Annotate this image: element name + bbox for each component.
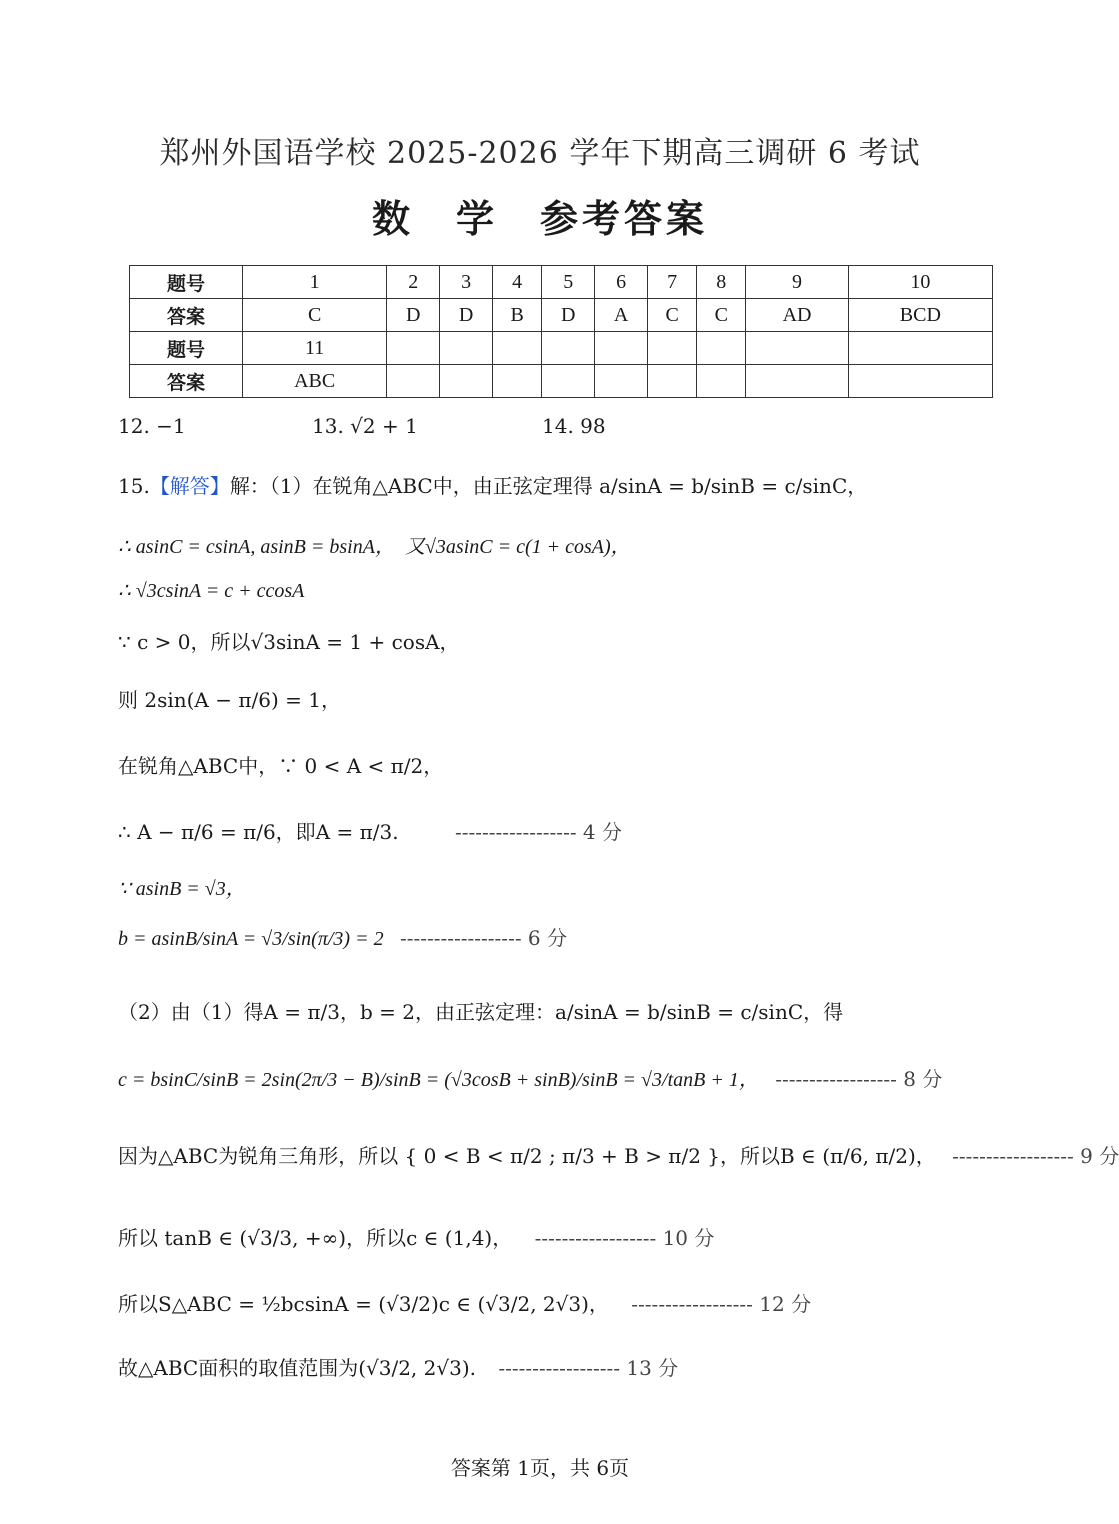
solution-line-with-score (118, 1222, 714, 1251)
solution-line-with-score (118, 1288, 811, 1317)
table-cell (746, 365, 848, 398)
score-marker: ------------------ 4 分 (454, 820, 623, 844)
solution-line-with-score (118, 1063, 942, 1092)
table-cell: 8 (697, 266, 746, 299)
table-cell (848, 332, 992, 365)
table-cell (493, 332, 542, 365)
solution-line: 因为△ABC为锐角三角形，所以 { 0 < B < π/2 ; π/3 + B > π/2 }，所以B ∈ (π/6, π/2)， (118, 1144, 936, 1168)
table-cell (648, 365, 697, 398)
table-cell (542, 332, 595, 365)
table-cell: D (542, 299, 595, 332)
table-cell (848, 365, 992, 398)
table-cell: 9 (746, 266, 848, 299)
answer-q12: 12. −1 (118, 414, 186, 438)
table-cell: C (243, 299, 387, 332)
table-cell (697, 365, 746, 398)
solution-line-with-score (118, 1140, 1119, 1169)
table-cell (542, 365, 595, 398)
score-marker: ------------------ 12 分 (631, 1292, 812, 1316)
table-cell: B (493, 299, 542, 332)
table-cell (648, 332, 697, 365)
subject-title: 数 学 参考答案 (371, 196, 708, 241)
solution-line: ∵ c > 0，所以√3sinA = 1 + cosA， (118, 630, 460, 654)
solution-line: ∵ asinB = √3， (118, 878, 246, 900)
row-label: 答案 (130, 365, 243, 398)
solution-line: c = bsinC/sinB = 2sin(2π/3 − B)/sinB = (√3cosB + sinB)/sinB = √3/tanB + 1， (118, 1069, 759, 1091)
table-row-questions (130, 266, 993, 299)
table-cell (387, 365, 440, 398)
table-cell: 2 (387, 266, 440, 299)
table-cell: AD (746, 299, 848, 332)
solution-line: 故△ABC面积的取值范围为(√3/2, 2√3). (118, 1356, 476, 1380)
table-cell: 1 (243, 266, 387, 299)
page-footer: 答案第 1页，共 6页 (450, 1456, 630, 1480)
solution-line: 解：（1）在锐角△ABC中，由正弦定理得 a/sinA = b/sinB = c/sinC， (229, 474, 868, 498)
table-cell (387, 332, 440, 365)
school-title: 郑州外国语学校 2025-2026 学年下期高三调研 6 考试 (159, 136, 921, 171)
table-cell: 11 (243, 332, 387, 365)
table-cell: 4 (493, 266, 542, 299)
table-row-answers-2 (130, 365, 993, 398)
score-marker: ------------------ 6 分 (399, 926, 568, 950)
table-cell: 3 (440, 266, 493, 299)
table-cell: 6 (595, 266, 648, 299)
solution-line-with-score (118, 1352, 678, 1381)
table-cell (493, 365, 542, 398)
table-cell: C (648, 299, 697, 332)
table-cell (440, 365, 493, 398)
question-number: 15. (118, 474, 150, 498)
table-row-answers (130, 299, 993, 332)
solution-line: 则 2sin(A − π/6) = 1， (118, 688, 341, 712)
answer-q13: 13. √2 + 1 (312, 414, 418, 438)
table-cell: 7 (648, 266, 697, 299)
row-label: 题号 (130, 266, 243, 299)
table-cell: D (440, 299, 493, 332)
table-cell (595, 332, 648, 365)
solution-q15-heading (118, 470, 867, 499)
score-marker: ------------------ 13 分 (498, 1356, 679, 1380)
row-label: 答案 (130, 299, 243, 332)
solution-line: （2）由（1）得A = π/3，b = 2，由正弦定理：a/sinA = b/sinB = c/sinC，得 (118, 1000, 844, 1024)
table-cell (440, 332, 493, 365)
solution-line: 所以 tanB ∈ (√3/3, +∞)，所以c ∈ (1,4)， (118, 1226, 513, 1250)
score-marker: ------------------ 10 分 (534, 1226, 715, 1250)
table-cell (697, 332, 746, 365)
solution-line: 所以S△ABC = ½bcsinA = (√3/2)c ∈ (√3/2, 2√3)， (118, 1292, 609, 1316)
solution-line-with-score (118, 816, 622, 845)
table-row-questions-2 (130, 332, 993, 365)
solution-tag: 【解答】 (149, 474, 230, 498)
solution-line: ∴ A − π/6 = π/6，即A = π/3. (118, 820, 399, 844)
table-cell: 5 (542, 266, 595, 299)
table-cell: D (387, 299, 440, 332)
table-cell (595, 365, 648, 398)
solution-line: ∴ √3csinA = c + ccosA (118, 580, 305, 602)
solution-line: ∴ asinC = csinA, asinB = bsinA， 又√3asinC = c(1 + cosA)， (118, 536, 631, 558)
table-cell: 10 (848, 266, 992, 299)
table-cell: A (595, 299, 648, 332)
table-cell (746, 332, 848, 365)
solution-line: 在锐角△ABC中，∵ 0 < A < π/2， (118, 754, 444, 778)
table-cell: ABC (243, 365, 387, 398)
score-marker: ------------------ 9 分 (952, 1144, 1119, 1168)
table-cell: BCD (848, 299, 992, 332)
row-label: 题号 (130, 332, 243, 365)
answer-q14: 14. 98 (542, 414, 606, 438)
answer-table (129, 265, 993, 398)
solution-line: b = asinB/sinA = √3/sin(π/3) = 2 (118, 928, 384, 950)
solution-line-with-score (118, 922, 567, 951)
table-cell: C (697, 299, 746, 332)
score-marker: ------------------ 8 分 (775, 1067, 943, 1091)
